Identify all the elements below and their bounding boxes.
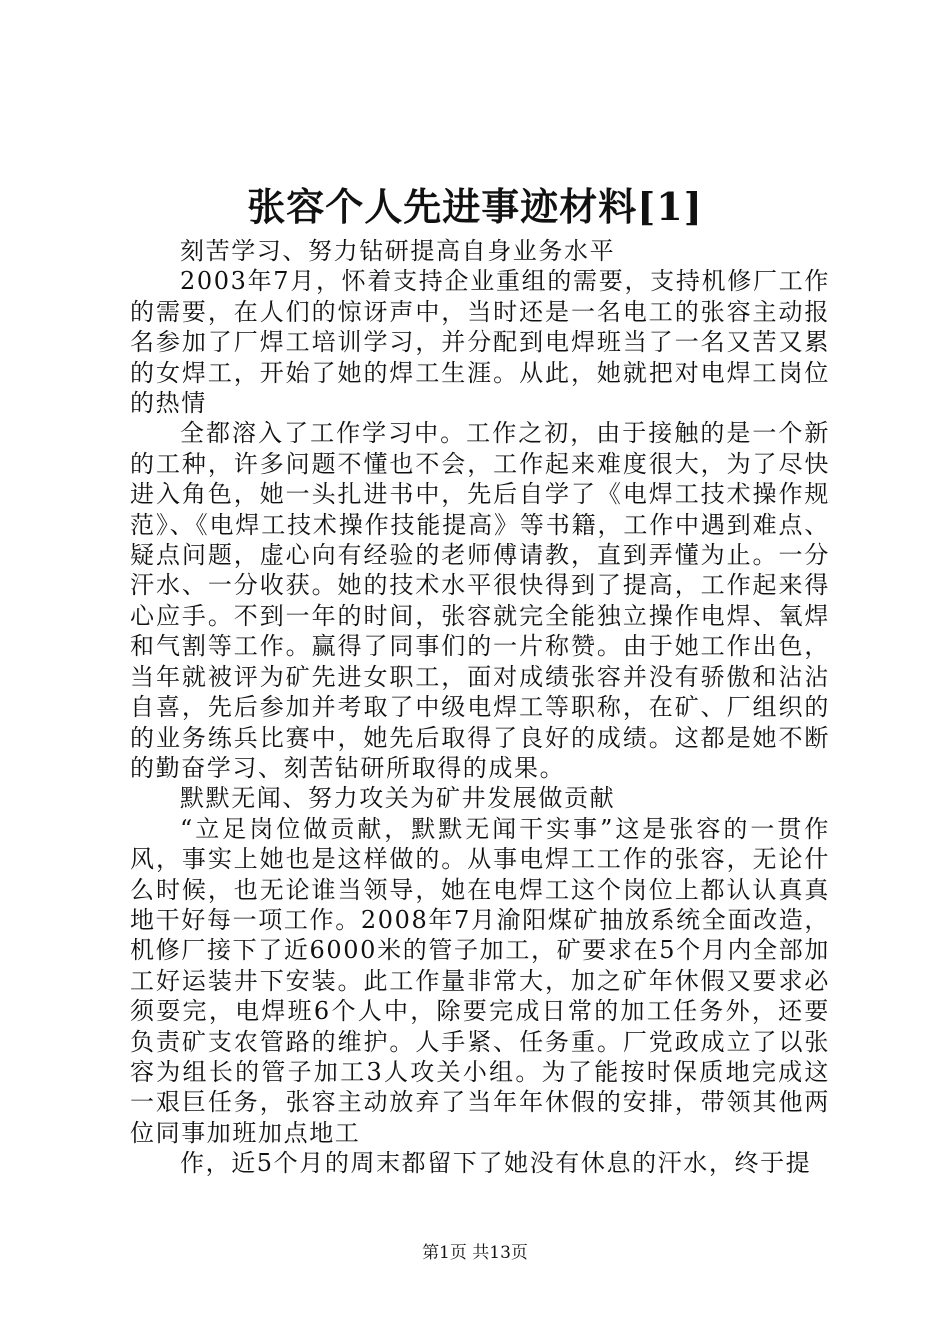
paragraph-continued: 作，近5个月的周末都留下了她没有休息的汗水，终于提: [180, 1149, 812, 1178]
section-heading-study: 刻苦学习、努力钻研提高自身业务水平: [180, 237, 616, 265]
paragraph-pipe-project: “立足岗位做贡献，默默无闻干实事”这是张容的一贯作风，事实上她也是这样做的。从事电焊工工作的张容，无论什么时候，也无论谁当领导，她在电焊工这个岗位上都认认真真地干好每一项工作。2008年7月渝阳煤矿抽放系统全面改造，机修厂接下了近6000米的管子加工，矿要求在5个月内全部加工好运装井下安装。此工作量非常大，加之矿年休假又要求必须耍完，电焊班6个人中，除要完成日常的加工任务外，还要负责矿支农管路的维护。人手紧、任务重。厂党政成立了以张容为组长的管子加工3人攻关小组。为了能按时保质地完成这一艰巨任务，张容主动放弃了当年年休假的安排，带领其他两位同事加班加点地工: [130, 814, 830, 1147]
document-title: 张容个人先进事迹材料[1]: [247, 184, 703, 229]
section-heading-contribution: 默默无闻、努力攻关为矿井发展做贡献: [180, 784, 616, 813]
document-body: [130, 236, 830, 1179]
paragraph-welder-start: 2003年7月，怀着支持企业重组的需要，支持机修厂工作的需要，在人们的惊讶声中，当时还是一名电工的张容主动报名参加了厂焊工培训学习，并分配到电焊班当了一名又苦又累的女焊工，开始了她的焊工生涯。从此，她就把对电焊工岗位的热情: [130, 267, 830, 418]
page-footer: 第1页 共13页: [422, 1243, 528, 1263]
paragraph-learning: 全都溶入了工作学习中。工作之初，由于接触的是一个新的工种，许多问题不懂也不会，工作起来难度很大，为了尽快进入角色，她一头扎进书中，先后自学了《电焊工技术操作规范》、《电焊工技术操作技能提高》等书籍，工作中遇到难点、疑点问题，虚心向有经验的老师傅请教，直到弄懂为止。一分汗水、一分收获。她的技术水平很快得到了提高，工作起来得心应手。不到一年的时间，张容就完全能独立操作电焊、氧焊和气割等工作。赢得了同事们的一片称赞。由于她工作出色，当年就被评为矿先进女职工，面对成绩张容并没有骄傲和沾沾自喜，先后参加并考取了中级电焊工等职称，在矿、厂组织的的业务练兵比赛中，她先后取得了良好的成绩。这都是她不断的勤奋学习、刻苦钻研所取得的成果。: [130, 419, 830, 782]
